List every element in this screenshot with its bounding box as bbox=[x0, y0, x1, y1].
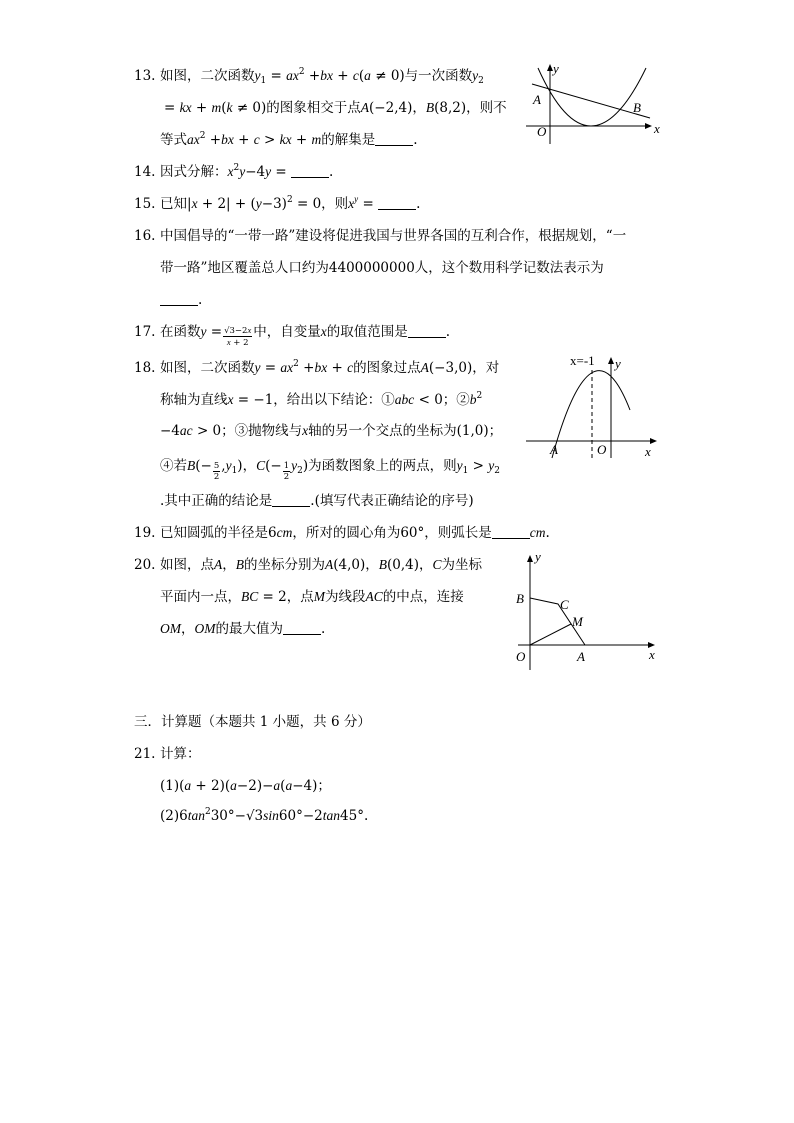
question-20-line-2: 平面内一点，BC = 2，点M为线段AC的中点，连接 bbox=[160, 589, 464, 605]
question-14-number: 14. bbox=[134, 164, 156, 180]
fig18-label-a: A bbox=[550, 442, 558, 457]
fig13-label-o: O bbox=[537, 124, 547, 139]
fig13-label-y: y bbox=[553, 61, 559, 76]
question-18-line-1: 如图，二次函数$y = ax^2 +bx + c$的图象过点A(−3,0)，对 bbox=[160, 359, 500, 376]
question-21-part-1: (1)(a + 2)(a−2)−a(a−4)； bbox=[160, 778, 331, 794]
question-16-line-2: 带一路”地区覆盖总人口约为4400000000人，这个数用科学记数法表示为 bbox=[160, 260, 604, 276]
fig13-label-a: A bbox=[533, 92, 541, 107]
fig18-label-axis: x=-1 bbox=[570, 353, 595, 368]
figure-18-graph bbox=[524, 350, 664, 460]
question-19-number: 19. bbox=[134, 525, 156, 541]
question-20-line-1: 如图，点A，B的坐标分别为A(4,0)，B(0,4)，C为坐标 bbox=[160, 557, 483, 573]
question-21-part-2: $(2)6\tan^230^\circ-√3\sin 60^\circ-2\tan 45^\circ$. bbox=[160, 807, 369, 824]
fig18-label-o: O bbox=[597, 442, 607, 457]
fig20-label-o: O bbox=[516, 649, 526, 664]
question-17-number: 17. bbox=[134, 324, 156, 340]
question-17-text: 在函数y = $\frac{√3-2x}{x + 2}$ 中，自变量x的取值范围是 . bbox=[160, 324, 451, 348]
question-18-line-5: .其中正确的结论是 .(填写代表正确结论的序号) bbox=[160, 493, 474, 509]
figure-13-graph bbox=[526, 60, 666, 144]
question-13-line-3: 等式$ax^2 +bx + c$ > kx + m的解集是 . bbox=[160, 131, 418, 148]
figure-20-graph bbox=[508, 548, 664, 672]
question-19-text: 已知圆弧的半径是6cm，所对的圆心角为60°，则弧长是 cm. bbox=[160, 525, 550, 541]
fig20-label-y: y bbox=[535, 549, 541, 564]
question-16-line-3: . bbox=[160, 290, 202, 310]
question-18-line-2: 称轴为直线x = −1，给出以下结论：①abc < 0；$②b^2$ bbox=[160, 391, 483, 408]
question-15-text: 已知$|x + 2| + (y-3)^2 = 0$，则$x^y$ = . bbox=[160, 194, 421, 212]
question-21-number: 21. bbox=[134, 746, 156, 762]
fig13-label-b: B bbox=[633, 100, 641, 115]
fig20-label-m: M bbox=[572, 614, 583, 629]
fig18-label-y: y bbox=[615, 356, 621, 371]
question-13-line-1: 如图，二次函数$y_1 = ax^2 +bx + c(a \ne 0)$与一次函数$y_2$ bbox=[160, 67, 484, 86]
fig20-label-a: A bbox=[577, 649, 585, 664]
fig18-label-x: x bbox=[645, 444, 651, 459]
question-15-number: 15. bbox=[134, 196, 156, 212]
question-18-line-3: −4ac > 0；③抛物线与x轴的另一个交点的坐标为(1,0)； bbox=[160, 423, 503, 439]
question-20-number: 20. bbox=[134, 557, 156, 573]
question-16-number: 16. bbox=[134, 228, 156, 244]
fig20-label-b: B bbox=[516, 591, 524, 606]
section-title: 三．计算题（本题共 1 小题，共 6 分） bbox=[134, 714, 371, 730]
question-18-line-4: ④若B(− $\frac{5}{2}$ $,y_1$)，C(− $\frac{1}{2}$ $y_2$)为函数图象上的两点，则$y_1 > y_2$ bbox=[160, 458, 500, 482]
question-13-line-2: = kx + m(k ≠ 0)的图象相交于点A(−2,4)，B(8,2)，则不 bbox=[164, 100, 507, 116]
question-14-text: 因式分解：$x^2y-4y$ = . bbox=[160, 163, 334, 180]
fig20-label-c: C bbox=[560, 597, 569, 612]
fig13-label-x: x bbox=[654, 121, 660, 136]
question-16-line-1: 中国倡导的“一带一路”建设将促进我国与世界各国的互利合作，根据规划，“一 bbox=[160, 228, 627, 244]
question-18-number: 18. bbox=[134, 360, 156, 376]
fig20-label-x: x bbox=[649, 647, 655, 662]
question-20-line-3: OM，OM的最大值为 . bbox=[160, 621, 326, 637]
question-number: 13. bbox=[134, 68, 156, 84]
question-21-intro: 计算： bbox=[160, 746, 201, 762]
